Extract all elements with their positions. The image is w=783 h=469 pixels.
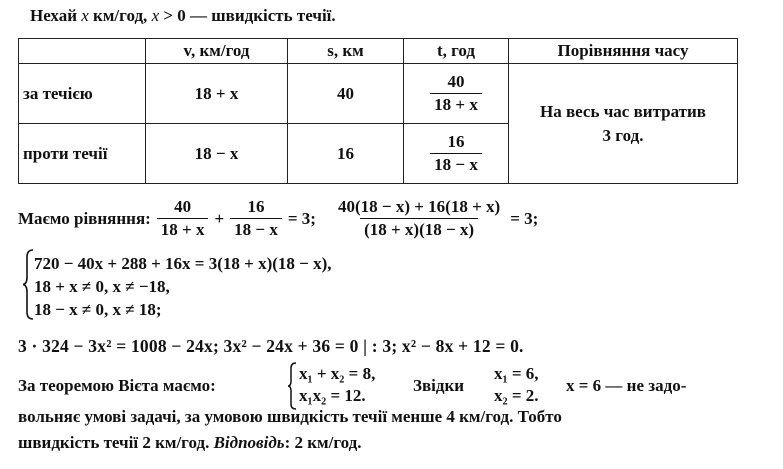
fraction-denominator: 18 − x [230,218,282,240]
equals-text: = 3; [287,208,316,228]
table-header-cell: s, км [288,39,404,64]
plus-sign: + [214,208,225,228]
answer-value: : 2 км/год. [284,433,362,452]
speed-cell: 18 − x [146,124,288,184]
speed-cell: 18 + x [146,64,288,124]
vieta-tail: x = 6 — не задо- [566,376,687,395]
vieta-system [299,363,375,407]
row-label: за течією [19,64,146,124]
comparison-line: На весь час витратив [540,101,706,121]
conclusion-text: швидкість течії 2 км/год. [18,433,210,452]
whence-word: Звідки [413,376,465,395]
fraction-numerator: 16 [247,197,265,216]
intro-var-x: x [81,6,89,25]
vieta-line: x₁x₂ = 12. [299,386,366,405]
table-header-cell [19,39,146,64]
intro-condition: > 0 — швидкість течії. [163,6,336,25]
system-lines [34,252,332,321]
fraction-numerator: 40 [447,72,465,91]
row-label: проти течії [19,124,146,184]
system-line: 18 − x ≠ 0, x ≠ 18; [34,300,162,319]
conclusion-line: вольняє умові задачі, за умовою швидкість течії менше 4 км/год. Тобто [18,407,562,426]
data-table [18,38,738,184]
time-cell [404,124,509,184]
time-fraction [430,132,482,175]
fraction-numerator: 16 [447,132,465,151]
vieta-label: За теоремою Вієта маємо: [18,376,216,395]
intro-word: Нехай [30,6,77,25]
calculation-line: 3 · 324 − 3x² = 1008 − 24x; 3x² − 24x + 36 = 0 | : 3; x² − 8x + 12 = 0. [18,336,524,356]
fraction-denominator: 18 − x [430,153,482,175]
system-line: 720 − 40x + 288 + 16x = 3(18 + x)(18 − x), [34,254,332,273]
fraction-denominator: 18 + x [157,218,209,240]
equation-label: Маємо рівняння: [18,208,151,228]
fraction-denominator: 18 + x [430,93,482,115]
table-row [19,64,738,124]
fraction-numerator: 40 [174,197,192,216]
conclusion-line-2 [18,433,362,453]
time-fraction [430,72,482,115]
table-header-cell: Порівняння часу [509,39,738,64]
intro-line [30,6,336,26]
table-header-row [19,39,738,64]
intro-var-x2: x [151,6,160,25]
fraction [230,197,282,240]
system-line: 18 + x ≠ 0, x ≠ −18, [34,277,170,296]
equals-text: = 3; [510,208,539,228]
root-line: x₂ = 2. [494,386,539,405]
distance-cell: 16 [288,124,404,184]
intro-unit: км/год, [93,6,148,25]
equation-line [18,197,538,240]
system-brace-icon [22,249,34,320]
comparison-cell [509,64,738,184]
fraction-denominator: (18 + x)(18 − x) [360,218,478,240]
answer-label: Відповідь [213,433,285,452]
fraction [334,197,504,240]
vieta-line: x₁ + x₂ = 8, [299,364,376,383]
table-header-cell: t, год [404,39,509,64]
roots [494,363,539,407]
comparison-line: 3 год. [602,125,644,145]
fraction-numerator: 40(18 − x) + 16(18 + x) [337,197,501,216]
table-header-cell: v, км/год [146,39,288,64]
root-line: x₁ = 6, [494,364,539,383]
time-cell [404,64,509,124]
distance-cell: 40 [288,64,404,124]
fraction [157,197,209,240]
vieta-brace-icon [287,362,297,410]
